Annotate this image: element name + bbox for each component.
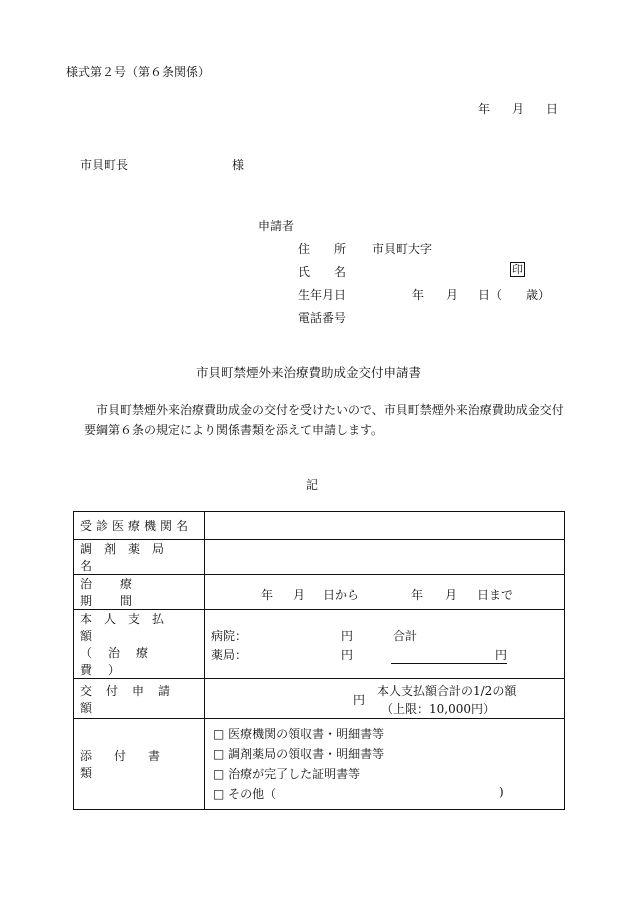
checkbox-other[interactable]: □ その他（ (213, 787, 277, 801)
to-day: 日まで (477, 587, 514, 602)
birth-day-label: 日（ (478, 288, 503, 302)
to-month: 月 (445, 587, 458, 602)
table-row (74, 719, 565, 810)
input-treatment-period[interactable] (205, 575, 565, 610)
phone-label: 電話番号 (298, 311, 347, 325)
birth-year-label: 年 (412, 288, 425, 302)
total-yen: 円 (391, 646, 507, 664)
table-row (74, 540, 565, 575)
birth-month-label: 月 (446, 288, 459, 302)
label-text: 交付申請額 (80, 683, 185, 715)
table-row (74, 679, 565, 719)
label-text: 受診医療機関名 (80, 519, 193, 533)
other-close-paren: ) (499, 785, 504, 799)
label-text: 治療期間 (80, 577, 161, 608)
input-pharmacy[interactable] (205, 540, 565, 575)
date-month-label: 月 (512, 102, 525, 116)
label-text: 調剤薬局名 (80, 542, 177, 573)
ki-mark: 記 (306, 478, 319, 492)
address-value: 市貝町大字 (372, 242, 433, 256)
table-row (74, 575, 565, 610)
to-year: 年 (411, 587, 424, 602)
document-title: 市貝町禁煙外来治療費助成金交付申請書 (196, 365, 422, 380)
table-row (74, 610, 565, 679)
label-treatment-period (74, 575, 205, 610)
table-row (74, 512, 565, 540)
form-number: 様式第２号（第６条関係） (66, 65, 211, 79)
address-label: 住 所 (298, 242, 347, 256)
checkbox-medical-receipt[interactable]: □ 医療機関の領収書・明細書等 (213, 727, 385, 741)
label-grant-amount (74, 679, 205, 719)
label-attachments (74, 719, 205, 810)
from-day: 日から (323, 587, 360, 602)
pharmacy-label: 薬局： (211, 647, 248, 662)
label-medical-institution (74, 512, 205, 540)
input-self-payment[interactable] (205, 610, 565, 679)
seal-mark: 印 (512, 263, 523, 276)
label-pharmacy (74, 540, 205, 575)
applicant-heading: 申請者 (258, 219, 295, 233)
request-body: 市貝町禁煙外来治療費助成金の交付を受けたいので、市貝町禁煙外来治療費助成金交付要綱第６条の規定により関係書類を添えて申請します。 (84, 403, 564, 437)
input-grant-amount[interactable] (205, 679, 565, 719)
label-text: 本人支払額 (80, 612, 177, 643)
name-label: 氏 名 (298, 265, 347, 279)
addressee-honorific: 様 (232, 158, 245, 172)
hospital-yen: 円 (341, 628, 354, 643)
application-table (73, 511, 565, 810)
grant-yen: 円 (353, 693, 366, 707)
input-medical-institution[interactable] (205, 512, 565, 540)
birth-label: 生年月日 (298, 288, 347, 302)
grant-note: 本人支払額合計の1/2の額 (377, 684, 517, 698)
date-year-label: 年 (478, 102, 491, 116)
hospital-label: 病院： (211, 628, 248, 643)
label-self-payment (74, 610, 205, 679)
checkbox-pharmacy-receipt[interactable]: □ 調剤薬局の領収書・明細書等 (213, 747, 385, 761)
total-label: 合計 (393, 628, 418, 643)
birth-age-label: 歳） (526, 288, 551, 302)
grant-limit: （上限：10,000円） (381, 702, 495, 716)
label-text: （治療費） (80, 646, 165, 677)
label-text: 添付書類 (80, 749, 183, 780)
checkbox-completion-cert[interactable]: □ 治療が完了した証明書等 (213, 767, 361, 781)
date-day-label: 日 (546, 102, 559, 116)
addressee-name: 市貝町長 (80, 158, 129, 172)
from-year: 年 (261, 587, 274, 602)
attachments-cell (205, 719, 565, 810)
pharmacy-yen: 円 (341, 647, 354, 662)
from-month: 月 (293, 587, 306, 602)
